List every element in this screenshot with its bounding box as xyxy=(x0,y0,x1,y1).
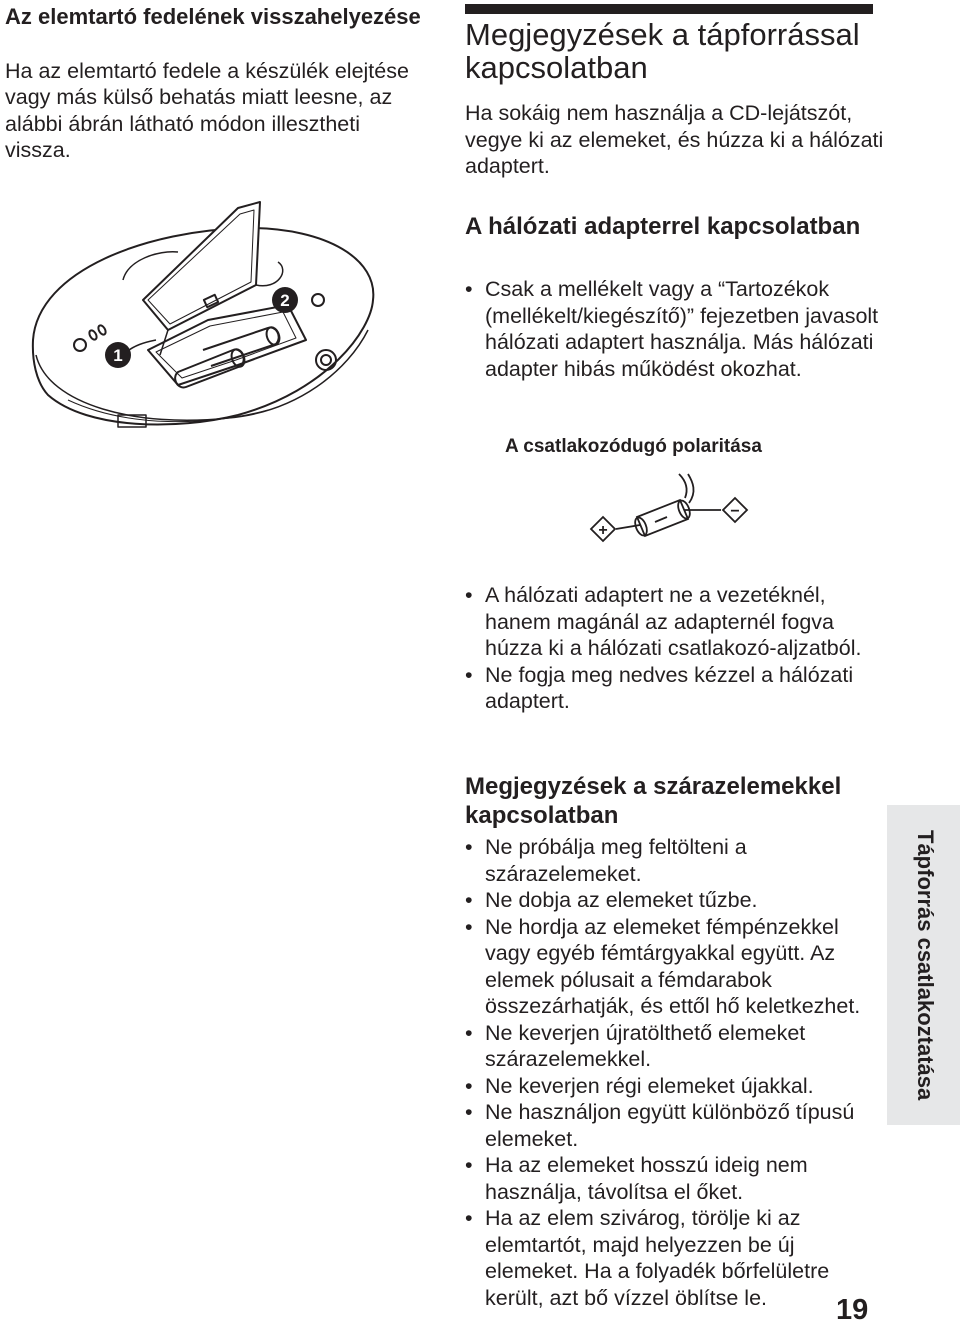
dry-battery-heading: Megjegyzések a szárazelemekkel kapcsolatban xyxy=(465,773,842,829)
list-item: • Ne hordja az elemeket fémpénzekkel vagy egyéb fémtárgyakkal együtt. Az elemek pólusait a fémdarabok összezárhatják, és ettől hő keletkezhet. xyxy=(465,914,885,1020)
svg-text:1: 1 xyxy=(113,346,123,365)
svg-text:2: 2 xyxy=(280,291,290,310)
list-item: • Ne használjon együtt különböző típusú elemeket. xyxy=(465,1099,885,1152)
list-item: • A hálózati adaptert ne a vezetéknél, hanem magánál az adapternél fogva húzza ki a hálózati csatlakozó-aljzatból. xyxy=(465,582,885,662)
polarity-plug-icon xyxy=(585,472,760,547)
list-item: • Ne fogja meg nedves kézzel a hálózati adaptert. xyxy=(465,662,885,715)
ac-adapter-list xyxy=(465,276,885,382)
plug-polarity-label: A csatlakozódugó polaritása xyxy=(505,436,762,457)
list-item: • Ne keverjen újratölthető elemeket szárazelemekkel. xyxy=(465,1020,885,1073)
cd-player-battery-lid-drawing xyxy=(28,190,448,440)
ac-adapter-heading: A hálózati adapterrel kapcsolatban xyxy=(465,213,861,240)
list-item: • Ne dobja az elemeket tűzbe. xyxy=(465,887,885,914)
lid-reattach-text: Ha az elemtartó fedele a készülék elejtése vagy más külső behatás miatt leesne, az alábbi ábrán látható módon illesztheti vissza. xyxy=(5,59,409,162)
step-2-marker xyxy=(272,287,298,313)
list-item: • Ha az elemeket hosszú ideig nem használja, távolítsa el őket. xyxy=(465,1152,885,1205)
step-1-marker xyxy=(105,342,131,368)
battery-lid-illustration xyxy=(28,190,448,440)
section-top-rule xyxy=(465,4,873,14)
polarity-minus-sign: − xyxy=(730,503,740,520)
polarity-plus-sign: + xyxy=(598,522,608,539)
list-item: • Csak a mellékelt vagy a “Tartozékok (mellékelt/kiegészítő)” fejezetben javasolt hálózati adaptert használja. Más hálózati adapter hibás működést okozhat. xyxy=(465,276,885,382)
page-number: 19 xyxy=(836,1294,869,1326)
list-item: • Ne keverjen régi elemeket újakkal. xyxy=(465,1073,885,1100)
ac-adapter-list-continued xyxy=(465,582,885,715)
list-item: • Ne próbálja meg feltölteni a szárazelemeket. xyxy=(465,834,885,887)
power-notes-title: Megjegyzések a tápforrással kapcsolatban xyxy=(465,17,860,85)
dry-battery-list xyxy=(465,834,885,1311)
power-notes-intro: Ha sokáig nem használja a CD-lejátszót, vegye ki az elemeket, és húzza ki a hálózati adaptert. xyxy=(465,101,884,178)
chapter-side-tab-label: Tápforrás csatlakoztatása xyxy=(913,830,938,1101)
list-item: • Ha az elem szivárog, törölje ki az elemtartót, majd helyezzen be új elemeket. Ha a folyadék bőrfelületre került, azt bő vízzel öblítse le. xyxy=(465,1205,885,1311)
lid-reattach-heading: Az elemtartó fedelének visszahelyezése xyxy=(5,4,421,29)
plug-polarity-diagram xyxy=(585,472,760,547)
